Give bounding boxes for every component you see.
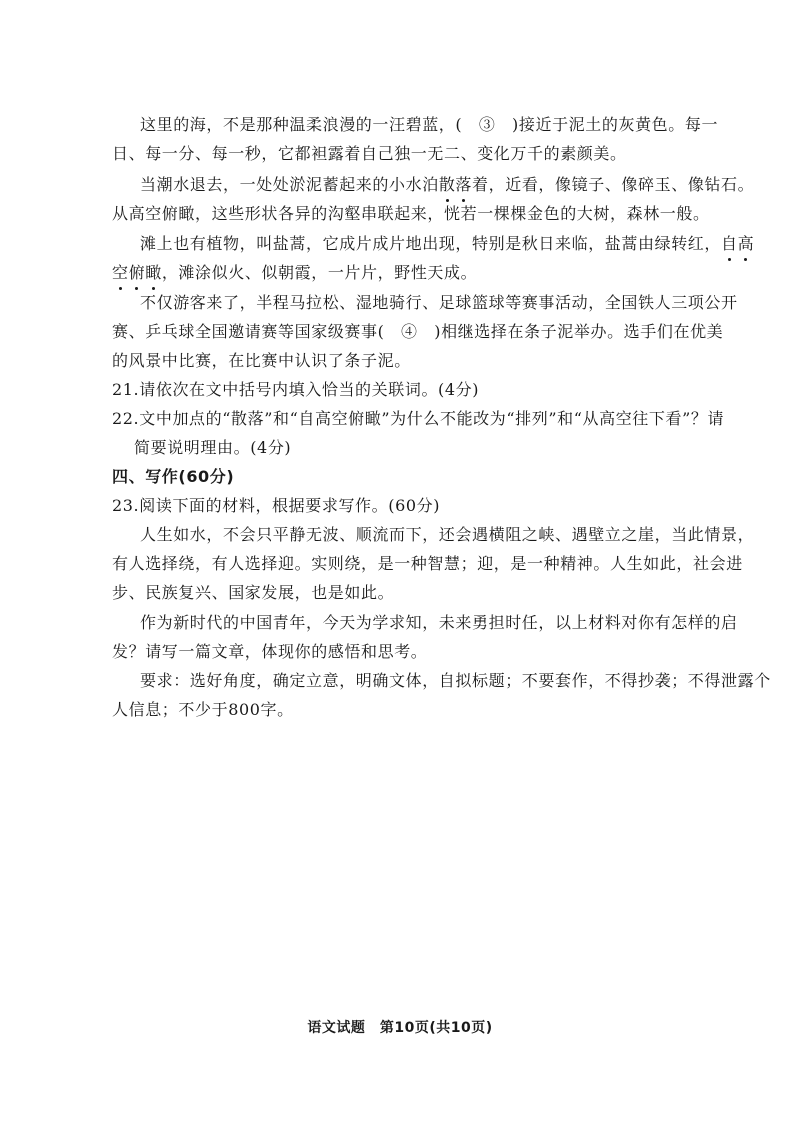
passage-p4-line3: 的风景中比赛，在比赛中认识了条子泥。 [112, 351, 411, 370]
prompt-line2: 发？请写一篇文章，体现你的感悟和思考。 [112, 642, 428, 661]
emphasis-dot-char: 俯 [128, 263, 146, 282]
passage-p3-line2 [112, 262, 477, 284]
passage-p2-line1 [140, 174, 754, 196]
emphasis-dot-char: 高 [737, 234, 755, 253]
passage-p4-line2: 赛、乒乓球全国邀请赛等国家级赛事( ④ )相继选择在条子泥举办。选手们在优美 [112, 322, 724, 341]
passage-p3-line1 [140, 233, 754, 255]
passage-p2-text-b: 着，近看，像镜子、像碎玉、像钻石。 [472, 175, 755, 194]
emphasis-dot-char: 落 [455, 175, 473, 194]
page-footer: 语文试题 第10页(共10页) [307, 1020, 493, 1036]
emphasis-dot-char: 空 [112, 263, 129, 282]
requirements-line2: 人信息；不少于800字。 [112, 700, 294, 719]
material-line2: 有人选择绕，有人选择迎。实则绕，是一种智慧；迎，是一种精神。人生如此，社会进 [112, 554, 743, 573]
passage-p4-line1: 不仅游客来了，半程马拉松、湿地骑行、足球篮球等赛事活动，全国铁人三项公开 [140, 293, 738, 312]
passage-p3-text-a: 滩上也有植物，叫盐蒿，它成片成片地出现，特别是秋日来临，盐蒿由绿转红， [140, 234, 722, 253]
emphasis-dot-char: 自 [721, 234, 738, 253]
question-22-line1: 22.文中加点的“散落”和“自高空俯瞰”为什么不能改为“排列”和“从高空往下看”？请 [112, 409, 725, 428]
section-title-writing: 四、写作(60分) [112, 467, 235, 486]
passage-p3-text-b: ，滩涂似火、似朝霞，一片片，野性天成。 [161, 263, 478, 282]
requirements-line1: 要求：选好角度，确定立意，明确文体，自拟标题；不要套作，不得抄袭；不得泄露个 [140, 671, 771, 690]
emphasis-dot-char: 瞰 [145, 263, 162, 282]
passage-p1-line1: 这里的海，不是那种温柔浪漫的一汪碧蓝，( ③ )接近于泥土的灰黄色。每一 [140, 115, 719, 134]
question-23: 23.阅读下面的材料，根据要求写作。(60分) [112, 496, 441, 515]
material-line3: 步、民族复兴、国家发展，也是如此。 [112, 583, 395, 602]
passage-p2-text-a: 当潮水退去，一处处淤泥蓄起来的小水泊 [140, 175, 439, 194]
prompt-line1: 作为新时代的中国青年，今天为学求知，未来勇担时任，以上材料对你有怎样的启 [140, 613, 738, 632]
emphasis-dot-char: 散 [438, 175, 456, 194]
question-21: 21.请依次在文中括号内填入恰当的关联词。(4分) [112, 380, 480, 399]
question-22-line2: 简要说明理由。(4分) [134, 438, 292, 457]
passage-p1-line2: 日、每一分、每一秒，它都袒露着自己独一无二、变化万千的素颜美。 [112, 144, 627, 163]
material-line1: 人生如水，不会只平静无波、顺流而下，还会遇横阻之峡、遇壁立之崖，当此情景， [140, 525, 755, 544]
passage-p2-line2: 从高空俯瞰，这些形状各异的沟壑串联起来，恍若一棵棵金色的大树，森林一般。 [112, 204, 710, 223]
